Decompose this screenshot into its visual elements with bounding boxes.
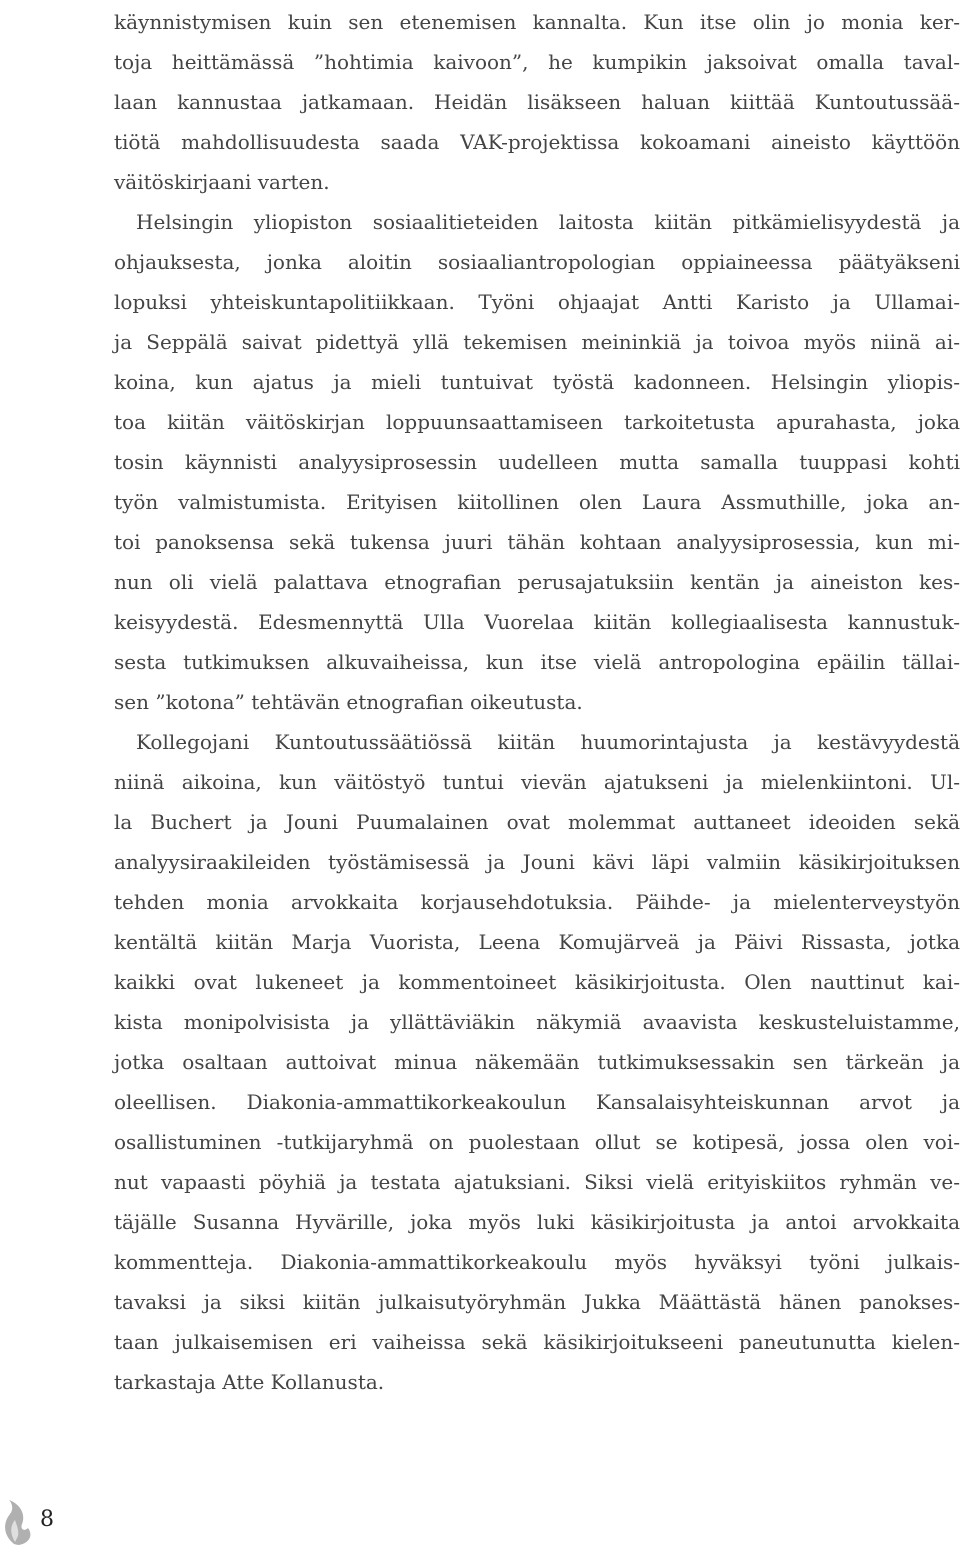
text-line: tehden monia arvokkaita korjausehdotuksia. Päihde- ja mielenterveystyön [114, 890, 960, 914]
text-line: Helsingin yliopiston sosiaalitieteiden laitosta kiitän pitkämielisyydestä ja [136, 210, 960, 234]
text-line: toa kiitän väitöskirjan loppuunsaattamiseen tarkoitetusta apurahasta, joka [114, 410, 960, 434]
text-line: Kollegojani Kuntoutussäätiössä kiitän huumorintajusta ja kestävyydestä [136, 730, 960, 754]
text-line: kaikki ovat lukeneet ja kommentoineet käsikirjoitusta. Olen nauttinut kai- [114, 970, 960, 994]
flame-leaf-logo-icon [0, 1498, 36, 1546]
text-line: sen ”kotona” tehtävän etnografian oikeutusta. [114, 690, 583, 714]
text-line: toi panoksensa sekä tukensa juuri tähän kohtaan analyysiprosessia, kun mi- [114, 530, 960, 554]
text-line: kentältä kiitän Marja Vuorista, Leena Komujärveä ja Päivi Rissasta, jotka [114, 930, 960, 954]
text-line: la Buchert ja Jouni Puumalainen ovat molemmat auttaneet ideoiden sekä [114, 810, 960, 834]
text-line: analyysiraakileiden työstämisessä ja Jouni kävi läpi valmiin käsikirjoituksen [114, 850, 960, 874]
text-line: koina, kun ajatus ja mieli tuntuivat työstä kadonneen. Helsingin yliopis- [114, 370, 960, 394]
text-line: tiötä mahdollisuudesta saada VAK-projektissa kokoamani aineisto käyttöön [114, 130, 960, 154]
text-line: tavaksi ja siksi kiitän julkaisutyöryhmän Jukka Määttästä hänen panokses- [114, 1290, 960, 1314]
text-line: taan julkaisemisen eri vaiheissa sekä käsikirjoitukseeni paneutunutta kielen- [114, 1330, 960, 1354]
text-line: ohjauksesta, jonka aloitin sosiaaliantropologian oppiaineessa päätyäkseni [114, 250, 960, 274]
page-number: 8 [40, 1507, 54, 1532]
text-line: käynnistymisen kuin sen etenemisen kannalta. Kun itse olin jo monia ker- [114, 10, 960, 34]
text-line: lopuksi yhteiskuntapolitiikkaan. Työni ohjaajat Antti Karisto ja Ullamai- [114, 290, 960, 314]
text-line: työn valmistumista. Erityisen kiitollinen olen Laura Assmuthille, joka an- [114, 490, 960, 514]
text-line: sesta tutkimuksen alkuvaiheissa, kun itse vielä antropologina epäilin tällai- [114, 650, 960, 674]
text-line: ja Seppälä saivat pidettyä yllä tekemisen meininkiä ja toivoa myös niinä ai- [114, 330, 960, 354]
page-footer [0, 1490, 120, 1550]
text-line: nut vapaasti pöyhiä ja testata ajatuksiani. Siksi vielä erityiskiitos ryhmän ve- [114, 1170, 960, 1194]
text-line: tosin käynnisti analyysiprosessin uudelleen mutta samalla tuuppasi kohti [114, 450, 960, 474]
text-line: tarkastaja Atte Kollanusta. [114, 1370, 385, 1394]
text-line: niinä aikoina, kun väitöstyö tuntui vievän ajatukseni ja mielenkiintoni. Ul- [114, 770, 960, 794]
text-line: laan kannustaa jatkamaan. Heidän lisäkseen haluan kiittää Kuntoutussää- [114, 90, 960, 114]
text-line: keisyydestä. Edesmennyttä Ulla Vuorelaa kiitän kollegiaalisesta kannustuk- [114, 610, 960, 634]
text-line: osallistuminen -tutkijaryhmä on puolestaan ollut se kotipesä, jossa olen voi- [114, 1130, 960, 1154]
text-line: toja heittämässä ”hohtimia kaivoon”, he kumpikin jaksoivat omalla taval- [114, 50, 960, 74]
text-line: jotka osaltaan auttoivat minua näkemään tutkimuksessakin sen tärkeän ja [114, 1050, 960, 1074]
text-line: kommentteja. Diakonia-ammattikorkeakoulu myös hyväksyi työni julkais- [114, 1250, 960, 1274]
text-line: kista monipolvisista ja yllättäviäkin näkymiä avaavista keskusteluistamme, [114, 1010, 960, 1034]
text-line: täjälle Susanna Hyvärille, joka myös luki käsikirjoitusta ja antoi arvokkaita [114, 1210, 960, 1234]
text-line: oleellisen. Diakonia-ammattikorkeakoulun Kansalaisyhteiskunnan arvot ja [114, 1090, 960, 1114]
text-line: väitöskirjaani varten. [114, 170, 330, 194]
text-line: nun oli vielä palattava etnografian perusajatuksiin kentän ja aineiston kes- [114, 570, 960, 594]
